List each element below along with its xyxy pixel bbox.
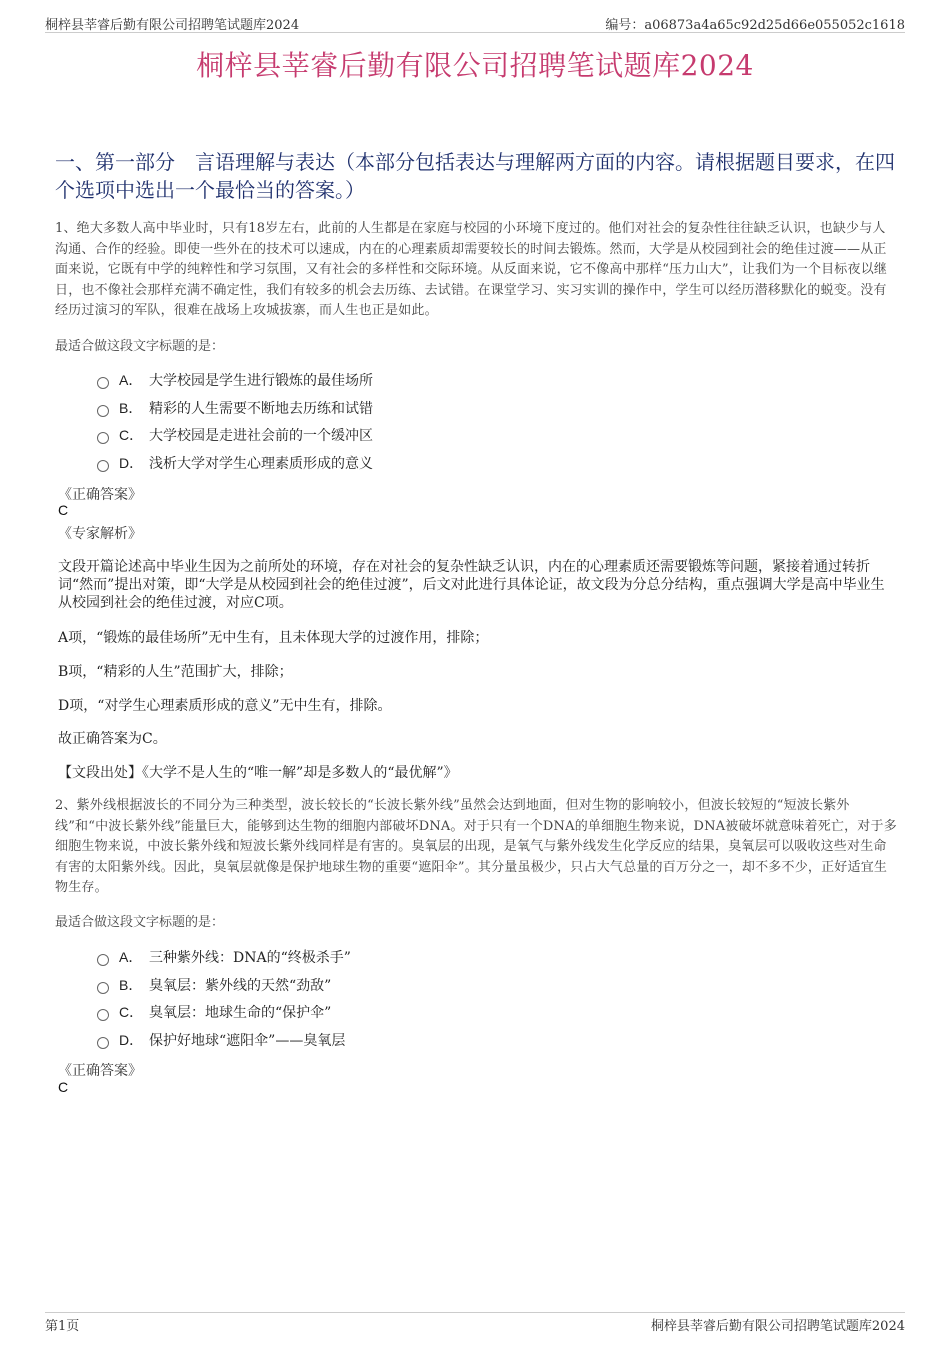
option-letter: A． bbox=[119, 948, 143, 965]
option-letter: B． bbox=[119, 976, 143, 993]
option-letter: A． bbox=[119, 371, 143, 388]
option-text: 三种紫外线：DNA的“终极杀手” bbox=[149, 949, 351, 966]
radio-icon[interactable] bbox=[97, 405, 109, 417]
option-text: 臭氧层：地球生命的“保护伞” bbox=[149, 1005, 332, 1022]
option-letter: C． bbox=[119, 1004, 144, 1021]
option-a[interactable] bbox=[97, 366, 373, 394]
option-text: 保护好地球“遮阳伞”——臭氧层 bbox=[149, 1032, 346, 1049]
page-title: 桐梓县莘睿后勤有限公司招聘笔试题库2024 bbox=[196, 49, 754, 82]
option-b[interactable] bbox=[97, 971, 351, 999]
option-c[interactable] bbox=[97, 998, 351, 1026]
radio-icon[interactable] bbox=[97, 1009, 109, 1021]
radio-icon[interactable] bbox=[97, 377, 109, 389]
option-text: 浅析大学对学生心理素质形成的意义 bbox=[149, 455, 373, 472]
radio-icon[interactable] bbox=[97, 954, 109, 966]
question-2-text: 2、紫外线根据波长的不同分为三种类型，波长较长的“长波长紫外线”虽然会达到地面，但对生物的影响较小，但波长较短的“短波长紫外线”和“中波长紫外线”能量巨大，能够到达生物的细胞内部破坏DNA。对于只有一个DNA的单细胞生物来说，DNA被破坏就意味着死亡，对于多细胞生物来说，中波长紫外线和短波长紫外线同样是有害的。臭氧层的出现，是氧气与紫外线发生化学反应的结果，臭氧层可以吸收这些对生命有害的太阳紫外线。因此，臭氧层就像是保护地球生物的重要“遮阳伞”。其分量虽极少，只占大气总量的百万分之一，却不多不少，正好适宜生物生存。 bbox=[55, 798, 897, 895]
source-citation: 【文段出处】《大学不是人生的“唯一解”却是多数人的“最优解”》 bbox=[58, 765, 458, 781]
option-a[interactable] bbox=[97, 943, 351, 971]
option-letter: D． bbox=[119, 1031, 144, 1048]
option-letter: D． bbox=[119, 454, 144, 471]
option-letter: B． bbox=[119, 399, 143, 416]
option-c[interactable] bbox=[97, 421, 373, 449]
option-text: 大学校园是学生进行锻炼的最佳场所 bbox=[149, 372, 373, 389]
analysis-option-b: B项，“精彩的人生”范围扩大，排除； bbox=[58, 664, 293, 680]
answer-label: 《正确答案》 bbox=[58, 487, 142, 503]
page-header bbox=[45, 14, 905, 33]
header-doc-id: 编号：a06873a4a65c92d25d66e055052c1618 bbox=[605, 18, 905, 33]
question-2-prompt: 最适合做这段文字标题的是： bbox=[55, 915, 225, 930]
analysis-label: 《专家解析》 bbox=[58, 526, 142, 542]
radio-icon[interactable] bbox=[97, 460, 109, 472]
option-b[interactable] bbox=[97, 394, 373, 422]
option-letter: C． bbox=[119, 427, 144, 444]
option-text: 大学校园是走进社会前的一个缓冲区 bbox=[149, 428, 373, 445]
question-1-options bbox=[97, 366, 373, 477]
section-heading: 一、第一部分 言语理解与表达（本部分包括表达与理解两方面的内容。请根据题目要求，在四个选项中选出一个最恰当的答案。） bbox=[55, 150, 895, 202]
answer-value: C bbox=[58, 502, 69, 518]
radio-icon[interactable] bbox=[97, 1037, 109, 1049]
page-footer bbox=[45, 1312, 905, 1334]
answer-label: 《正确答案》 bbox=[58, 1063, 142, 1079]
answer-value: C bbox=[58, 1079, 69, 1095]
footer-doc-title: 桐梓县莘睿后勤有限公司招聘笔试题库2024 bbox=[650, 1319, 905, 1334]
analysis-option-d: D项，“对学生心理素质形成的意义”无中生有，排除。 bbox=[58, 698, 392, 714]
option-d[interactable] bbox=[97, 449, 373, 477]
question-1-prompt: 最适合做这段文字标题的是： bbox=[55, 339, 225, 354]
option-d[interactable] bbox=[97, 1026, 351, 1054]
analysis-conclusion: 故正确答案为C。 bbox=[58, 731, 167, 747]
radio-icon[interactable] bbox=[97, 982, 109, 994]
question-1-text: 1、绝大多数人高中毕业时，只有18岁左右，此前的人生都是在家庭与校园的小环境下度过的。他们对社会的复杂性往往缺乏认识，也缺少与人沟通、合作的经验。即使一些外在的技术可以速成，内在的心理素质却需要较长的时间去锻炼。然而，大学是从校园到社会的绝佳过渡——从正面来说，它既有中学的纯粹性和学习氛围，又有社会的多样性和交际环境。从反面来说，它不像高中那样“压力山大”，让我们为一个目标夜以继日，也不像社会那样充满不确定性，我们有较多的机会去历练、去试错。在课堂学习、实习实训的操作中，学生可以经历潜移默化的蜕变。没有经历过演习的军队，很难在战场上攻城拔寨，而人生也正是如此。 bbox=[55, 221, 888, 318]
header-doc-title: 桐梓县莘睿后勤有限公司招聘笔试题库2024 bbox=[45, 18, 300, 33]
analysis-option-a: A项，“锻炼的最佳场所”无中生有，且未体现大学的过渡作用，排除； bbox=[58, 630, 489, 646]
option-text: 精彩的人生需要不断地去历练和试错 bbox=[149, 400, 373, 417]
radio-icon[interactable] bbox=[97, 432, 109, 444]
analysis-text: 文段开篇论述高中毕业生因为之前所处的环境，存在对社会的复杂性缺乏认识，内在的心理素质还需要锻炼等问题，紧接着通过转折词“然而”提出对策，即“大学是从校园到社会的绝佳过渡”，后文对此进行具体论证，故文段为分总分结构，重点强调大学是高中毕业生从校园到社会的绝佳过渡，对应C项。 bbox=[58, 559, 885, 611]
question-2-options bbox=[97, 943, 351, 1054]
option-text: 臭氧层：紫外线的天然“劲敌” bbox=[149, 977, 332, 994]
page-number: 第1页 bbox=[45, 1319, 80, 1334]
